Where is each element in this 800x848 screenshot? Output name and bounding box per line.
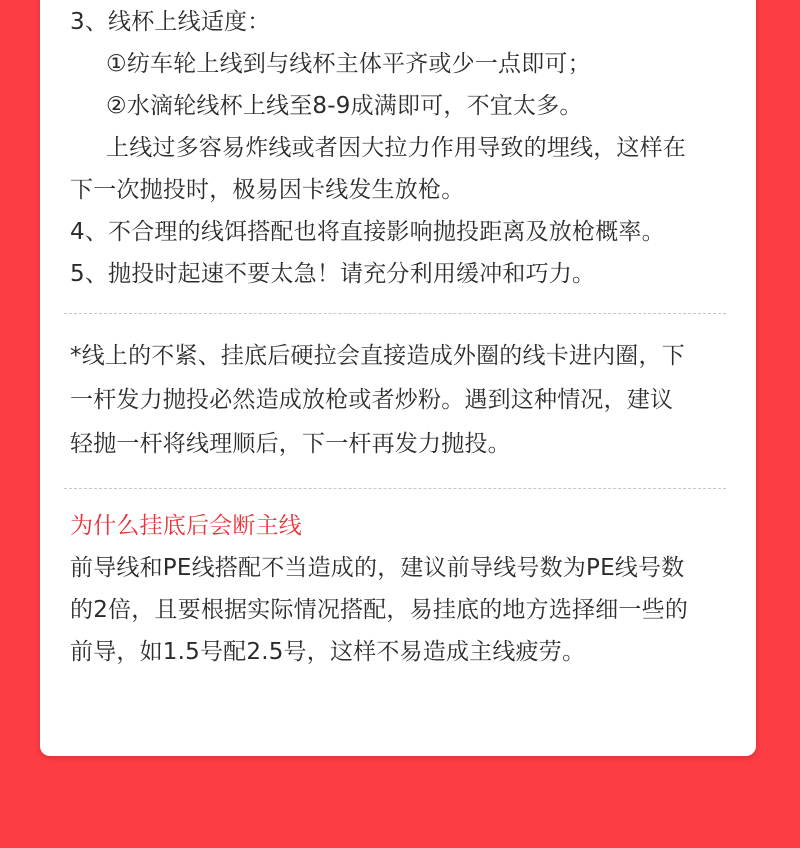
note-line-3: 轻抛一杆将线理顺后，下一杆再发力抛投。 (70, 431, 511, 457)
tip-line-5: 5、抛投时起速不要太急！请充分利用缓冲和巧力。 (70, 261, 596, 287)
tip-line-4: 4、不合理的线饵搭配也将直接影响抛投距离及放枪概率。 (70, 219, 665, 245)
faq-title: 为什么挂底后会断主线 (70, 513, 302, 539)
note-line-2: 一杆发力抛投必然造成放枪或者炒粉。遇到这种情况，建议 (70, 387, 674, 413)
tip-line-3-heading: 3、线杯上线适度： (70, 9, 271, 35)
note-line-1: *线上的不紧、挂底后硬拉会直接造成外圈的线卡进内圈，下 (70, 343, 685, 369)
divider-2 (64, 488, 726, 489)
faq-line-2: 的2倍，且要根据实际情况搭配，易挂底的地方选择细一些的 (70, 597, 689, 623)
faq-line-3: 前导，如1.5号配2.5号，这样不易造成主线疲劳。 (70, 639, 586, 665)
faq-line-1: 前导线和PE线搭配不当造成的，建议前导线号数为PE线号数 (70, 555, 685, 581)
tip-line-spinning-reel: ①纺车轮上线到与线杯主体平齐或少一点即可； (106, 51, 591, 77)
tip-line-baitcasting-reel: ②水滴轮线杯上线至8-9成满即可，不宜太多。 (106, 93, 583, 119)
divider-1 (64, 313, 726, 314)
tip-line-overfill-warning-cont: 下一次抛投时，极易因卡线发生放枪。 (70, 177, 465, 203)
tip-line-overfill-warning: 上线过多容易炸线或者因大拉力作用导致的埋线，这样在 (106, 135, 686, 161)
